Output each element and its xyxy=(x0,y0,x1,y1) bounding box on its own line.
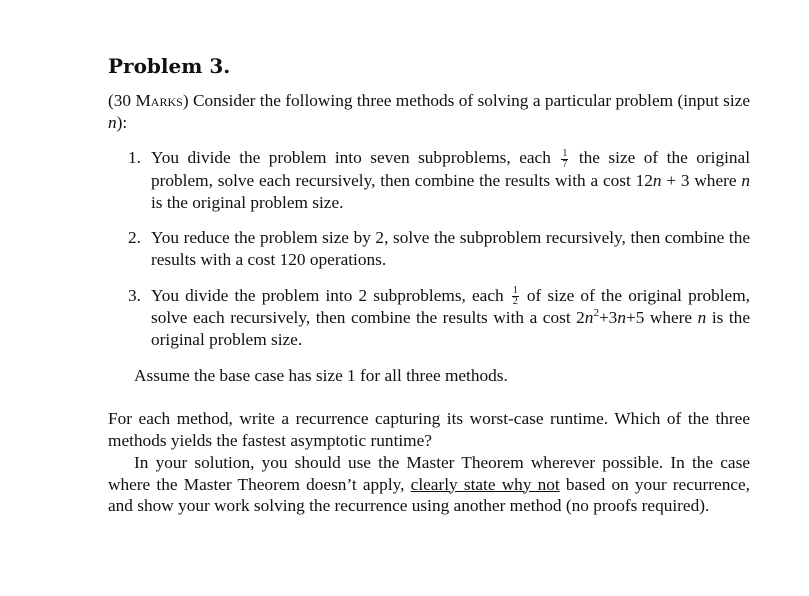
fraction-one-half xyxy=(512,286,519,307)
math-var: n xyxy=(741,170,750,190)
fraction-denominator: 2 xyxy=(512,296,518,308)
marks-close: ) xyxy=(182,91,193,110)
intro-var: n xyxy=(108,112,117,132)
intro-end: ): xyxy=(116,112,128,132)
method-text: of size of the original problem, solve each recursively, then combine the results with a cost 2 xyxy=(151,285,750,328)
method-text: + 3 where xyxy=(661,170,742,190)
method-text: You divide the problem into 2 subproblems, each xyxy=(151,285,510,305)
intro-paragraph xyxy=(108,90,750,133)
method-text: is the original problem size. xyxy=(151,192,344,212)
problem-page xyxy=(108,52,750,517)
intro-text: Consider the following three methods of solving a particular problem (input size xyxy=(192,91,751,110)
solution-text: based on your recurrence, and show your work solving the recurrence using another method (no proofs required). xyxy=(108,474,750,516)
method-text: +3 xyxy=(598,308,618,328)
fraction-denominator: 7 xyxy=(562,158,568,170)
method-number: 1. xyxy=(128,148,141,168)
method-text: the size of the original problem, solve each recursively, then combine the results with a cost 12 xyxy=(151,148,751,190)
method-text: You divide the problem into seven subproblems, each xyxy=(151,148,560,168)
method-item-2 xyxy=(128,227,750,270)
method-number: 2. xyxy=(128,228,141,248)
math-exponent: 2 xyxy=(593,307,599,320)
math-var: n xyxy=(697,308,707,328)
math-var: n xyxy=(652,170,662,190)
problem-title: Problem 3. xyxy=(108,54,231,78)
method-text: You reduce the problem size by 2, solve the subproblem recursively, then combine the results with a cost 120 operations. xyxy=(151,228,750,270)
fraction-numerator: 1 xyxy=(562,147,568,159)
underlined-text: clearly state why not xyxy=(410,474,560,494)
method-item-3 xyxy=(128,285,750,351)
method-number: 3. xyxy=(128,285,141,305)
fraction-numerator: 1 xyxy=(512,285,518,297)
math-var: n xyxy=(584,308,594,328)
method-text: is the original problem size. xyxy=(151,308,750,349)
solution-text: In your solution, you should use the Master Theorem wherever possible. In the case where the Master Theorem doesn’t apply, xyxy=(108,452,750,494)
fraction-one-seventh xyxy=(561,149,568,170)
marks-open: (30 xyxy=(108,91,136,110)
spacer xyxy=(108,386,750,408)
marks-word: Marks xyxy=(135,91,183,110)
math-var: n xyxy=(617,308,626,328)
solution-paragraph xyxy=(108,452,750,517)
task-paragraph: For each method, write a recurrence capturing its worst-case runtime. Which of the three methods yields the fastest asymptotic runtime? xyxy=(108,409,750,451)
method-item-1 xyxy=(128,147,751,213)
assume-paragraph: Assume the base case has size 1 for all three methods. xyxy=(134,365,508,385)
method-text: +5 where xyxy=(625,308,698,328)
methods-list xyxy=(108,147,750,350)
